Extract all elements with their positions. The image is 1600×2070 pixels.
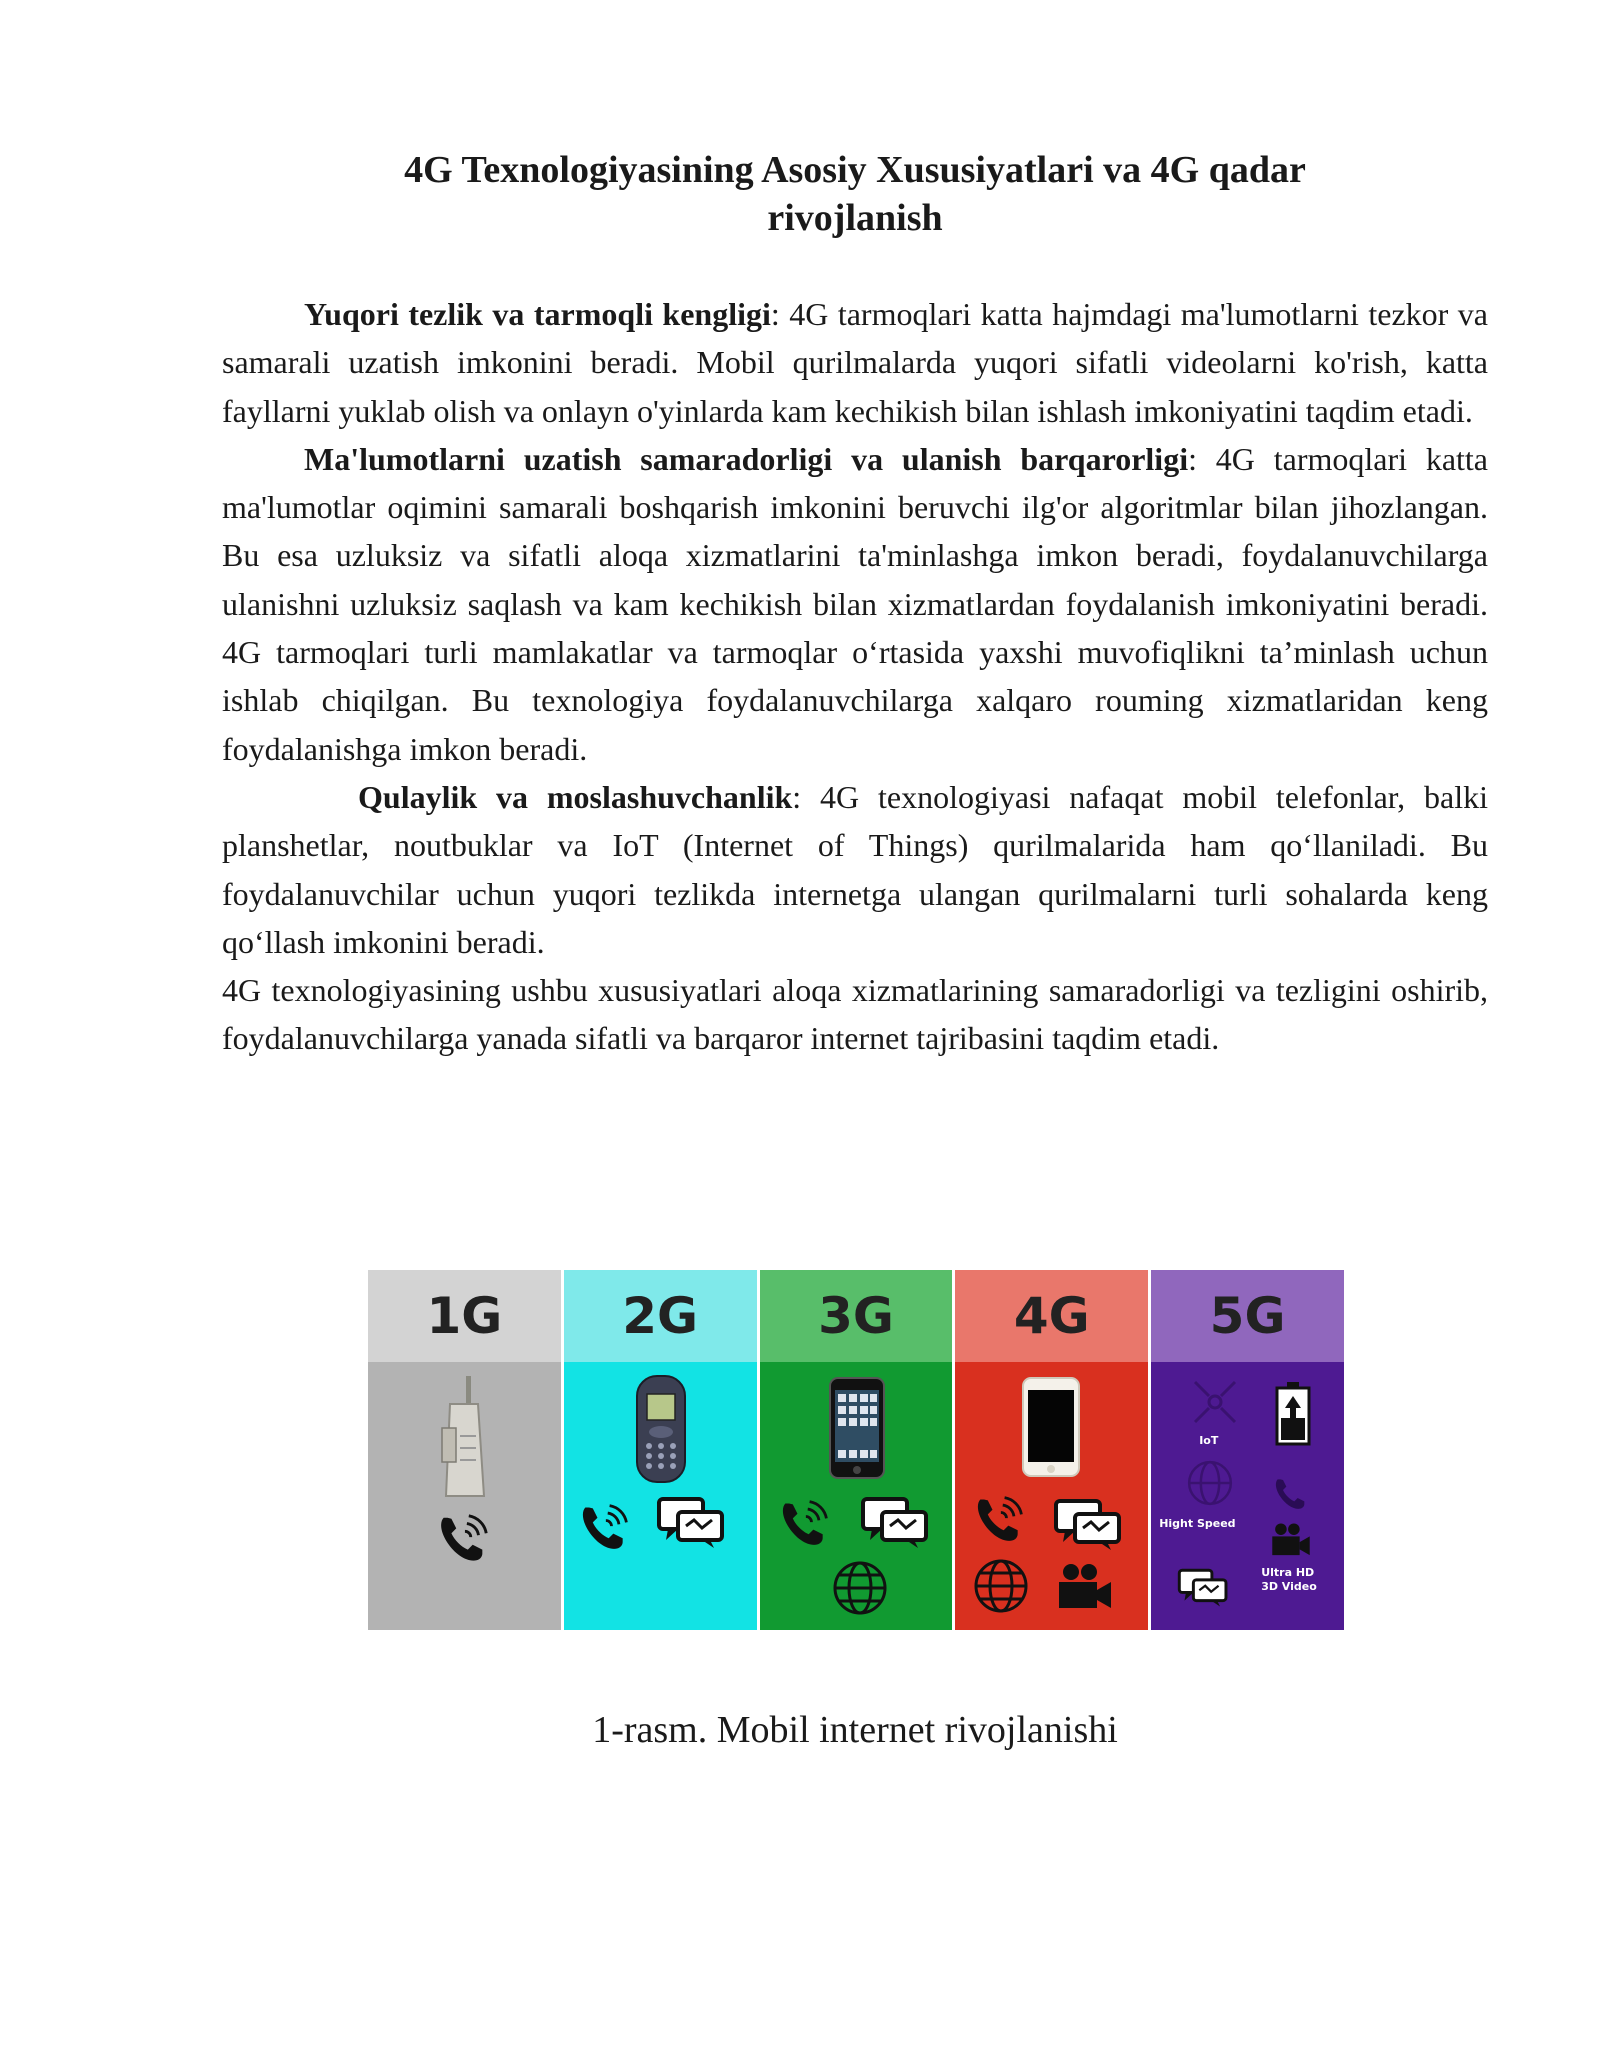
generation-5g-panel xyxy=(1151,1270,1344,1630)
document-title xyxy=(300,146,1410,242)
figure-caption: 1-rasm. Mobil internet rivojlanishi xyxy=(592,1709,1118,1751)
voice-call-icon xyxy=(576,1500,632,1556)
paragraph-text: 4G texnologiyasining ushbu xususiyatlari aloqa xizmatlarining samaradorligi va tezligini oshirib, foydalanuvchilarga yanada sifatli va barqaror internet tajribasini taqdim etadi. xyxy=(222,972,1488,1057)
voice-call-icon xyxy=(971,1492,1027,1548)
satellite-icon xyxy=(1191,1378,1239,1426)
generation-4g-panel xyxy=(955,1270,1148,1630)
video-camera-icon xyxy=(1055,1562,1115,1612)
paragraph-heading: Yuqori tezlik va tarmoqli kengligi xyxy=(304,296,771,332)
generation-label: 1G xyxy=(368,1270,561,1362)
video-camera-icon xyxy=(1269,1522,1313,1558)
globe-icon xyxy=(971,1556,1031,1616)
ultra-hd-label: Ultra HD xyxy=(1261,1566,1315,1579)
title-line-2: rivojlanish xyxy=(767,197,943,239)
message-icon xyxy=(656,1496,726,1550)
paragraph-efficiency xyxy=(222,435,1488,773)
voice-call-icon xyxy=(434,1510,492,1568)
paragraph-text: : 4G texnologiyasi nafaqat mobil telefonlar, balki planshetlar, noutbuklar va IoT (Internet of Things) qurilmalarida ham qo‘llaniladi. Bu foydalanuvchilar uchun yuqori tezlikda internetga ulangan qurilmalarni turli sohalarda keng qo‘llash imkonini beradi. xyxy=(222,778,1488,960)
voice-call-icon xyxy=(776,1496,832,1552)
paragraph-text: : 4G tarmoqlari katta hajmdagi ma'lumotlarni tezkor va samarali uzatish imkonini beradi. Mobil qurilmalarda yuqori sifatli videolarni ko'rish, katta fayllarni yuklab olish va onlayn o'yinlarda kam kechikish bilan ishlash imkoniyatini taqdim etadi. xyxy=(222,296,1489,429)
title-line-1: 4G Texnologiyasining Asosiy Xususiyatlari va 4G qadar xyxy=(404,149,1306,191)
mobile-generations-figure xyxy=(368,1270,1344,1630)
generation-1g-panel xyxy=(368,1270,561,1630)
high-speed-label: Hight Speed xyxy=(1159,1517,1236,1530)
paragraph-text: : 4G tarmoqlari katta ma'lumotlar oqimini samarali boshqarish imkonini beruvchi ilg'or algoritmlar bilan jihozlangan. Bu esa uzluksiz va sifatli aloqa xizmatlarini ta'minlashga imkon beradi, foydalanuvchilarga ulanishni uzluksiz saqlash va kam kechikish bilan xizmatlardan foydalanish imkoniyatini beradi. 4G tarmoqlari turli mamlakatlar va tarmoqlar o‘rtasida yaxshi muvofiqlikni ta’minlash uchun ishlab chiqilgan. Bu texnologiya foydalanuvchilarga xalqaro rouming xizmatlaridan keng foydalanishga imkon beradi. xyxy=(222,440,1489,767)
paragraph-conclusion xyxy=(222,966,1488,1063)
feature-phone-icon xyxy=(634,1374,688,1486)
3d-video-label: 3D Video xyxy=(1261,1580,1317,1593)
message-icon xyxy=(1177,1568,1229,1608)
generation-label: 2G xyxy=(564,1270,757,1362)
paragraph-heading: Qulaylik va moslashuvchanlik xyxy=(358,778,793,815)
document-body xyxy=(222,290,1488,1063)
paragraph-flexibility xyxy=(222,773,1488,966)
message-icon xyxy=(1053,1498,1123,1552)
iot-label: IoT xyxy=(1199,1434,1219,1447)
generation-label: 5G xyxy=(1151,1270,1344,1362)
brick-phone-icon xyxy=(432,1376,496,1502)
generation-label: 4G xyxy=(955,1270,1148,1362)
generation-label: 3G xyxy=(760,1270,953,1362)
paragraph-heading: Ma'lumotlarni uzatish samaradorligi va ulanish barqarorligi xyxy=(304,440,1189,477)
smartphone-icon xyxy=(828,1376,886,1480)
message-icon xyxy=(860,1496,930,1550)
paragraph-speed xyxy=(222,290,1488,435)
smartphone-icon xyxy=(1021,1376,1081,1478)
globe-icon xyxy=(830,1558,890,1618)
globe-icon xyxy=(1185,1458,1235,1508)
battery-icon xyxy=(1275,1382,1311,1446)
generation-2g-panel xyxy=(564,1270,757,1630)
voice-call-icon xyxy=(1271,1474,1311,1514)
generation-3g-panel xyxy=(760,1270,953,1630)
